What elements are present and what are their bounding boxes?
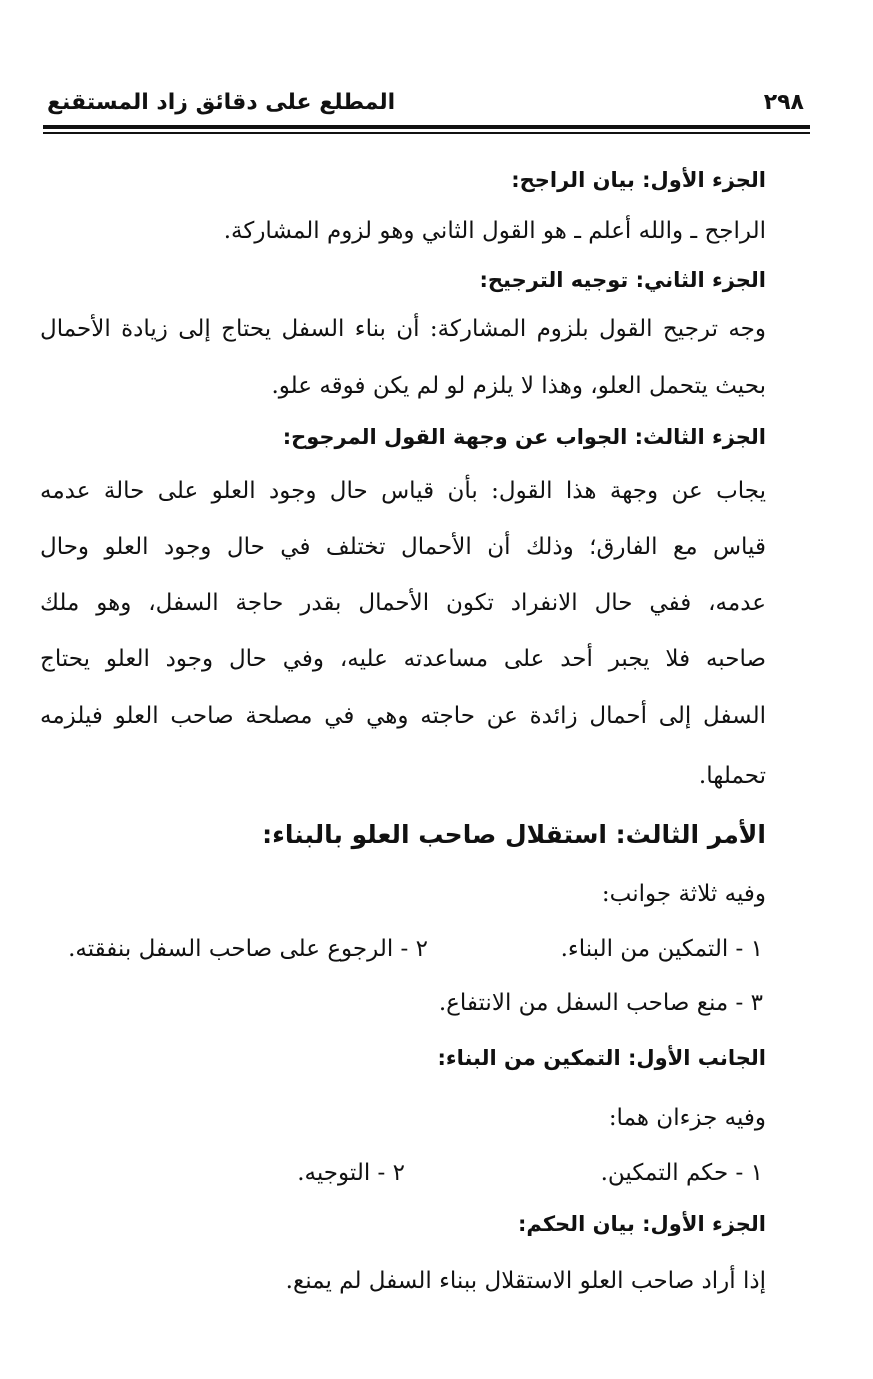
running-title: المطلع على دقائق زاد المستقنع — [47, 90, 396, 115]
heading-part-one-ruling: الجزء الأول: بيان الحكم: — [517, 1212, 766, 1236]
list-item: ٣ - منع صاحب السفل من الانتفاع. — [438, 990, 763, 1016]
list-item-text: منع صاحب السفل من الانتفاع. — [438, 990, 729, 1016]
list-item: ٢ - التوجيه. — [297, 1160, 405, 1186]
list-item-text: الرجوع على صاحب السفل بنفقته. — [68, 936, 394, 962]
paragraph-intro: وفيه جزءان هما: — [608, 1105, 766, 1131]
heading-matter-three: الأمر الثالث: استقلال صاحب العلو بالبناء: — [262, 820, 766, 849]
list-item-number: ٣ — [750, 990, 763, 1016]
paragraph-line: قياس مع الفارق؛ وذلك أن الأحمال تختلف في حال وجود العلو وحال — [40, 534, 766, 560]
paragraph-line: صاحبه فلا يجبر أحد على مساعدته عليه، وفي حال وجود العلو يحتاج — [40, 646, 766, 672]
list-item: ١ - التمكين من البناء. — [560, 936, 763, 962]
heading-part-two: الجزء الثاني: توجيه الترجيح: — [479, 268, 766, 292]
paragraph-line: وجه ترجيح القول بلزوم المشاركة: أن بناء السفل يحتاج إلى زيادة الأحمال — [40, 316, 766, 342]
list-item-number: ١ — [750, 936, 763, 962]
header-rule-thick — [43, 125, 810, 129]
list-item-text: التوجيه. — [297, 1160, 371, 1186]
page-header — [43, 88, 810, 124]
paragraph-intro: وفيه ثلاثة جوانب: — [601, 881, 766, 907]
heading-aspect-one: الجانب الأول: التمكين من البناء: — [437, 1046, 766, 1070]
list-item-text: التمكين من البناء. — [560, 936, 729, 962]
heading-part-one: الجزء الأول: بيان الراجح: — [511, 168, 766, 192]
list-item: ١ - حكم التمكين. — [600, 1160, 763, 1186]
list-item-text: حكم التمكين. — [600, 1160, 729, 1186]
heading-part-three: الجزء الثالث: الجواب عن وجهة القول المرجوح: — [282, 425, 766, 449]
list-item: ٢ - الرجوع على صاحب السفل بنفقته. — [68, 936, 428, 962]
list-item-number: ٢ — [392, 1160, 405, 1186]
paragraph-line: بحيث يتحمل العلو، وهذا لا يلزم لو لم يكن فوقه علو. — [271, 373, 766, 399]
list-item-number: ١ — [750, 1160, 763, 1186]
paragraph-line: يجاب عن وجهة هذا القول: بأن قياس حال وجود العلو على حالة عدمه — [40, 478, 766, 504]
paragraph-line: عدمه، ففي حال الانفراد تكون الأحمال بقدر حاجة السفل، وهو ملك — [40, 590, 766, 616]
paragraph-line: تحملها. — [698, 763, 766, 789]
page-number: ٢٩٨ — [763, 90, 804, 115]
list-item-number: ٢ — [415, 936, 428, 962]
header-rule-thin — [43, 132, 810, 134]
paragraph-preferred-opinion: الراجح ـ والله أعلم ـ هو القول الثاني وهو لزوم المشاركة. — [223, 218, 766, 244]
paragraph-ruling: إذا أراد صاحب العلو الاستقلال ببناء السفل لم يمنع. — [285, 1268, 766, 1294]
paragraph-line: السفل إلى أحمال زائدة عن حاجته وهي في مصلحة صاحب العلو فيلزمه — [40, 703, 766, 729]
